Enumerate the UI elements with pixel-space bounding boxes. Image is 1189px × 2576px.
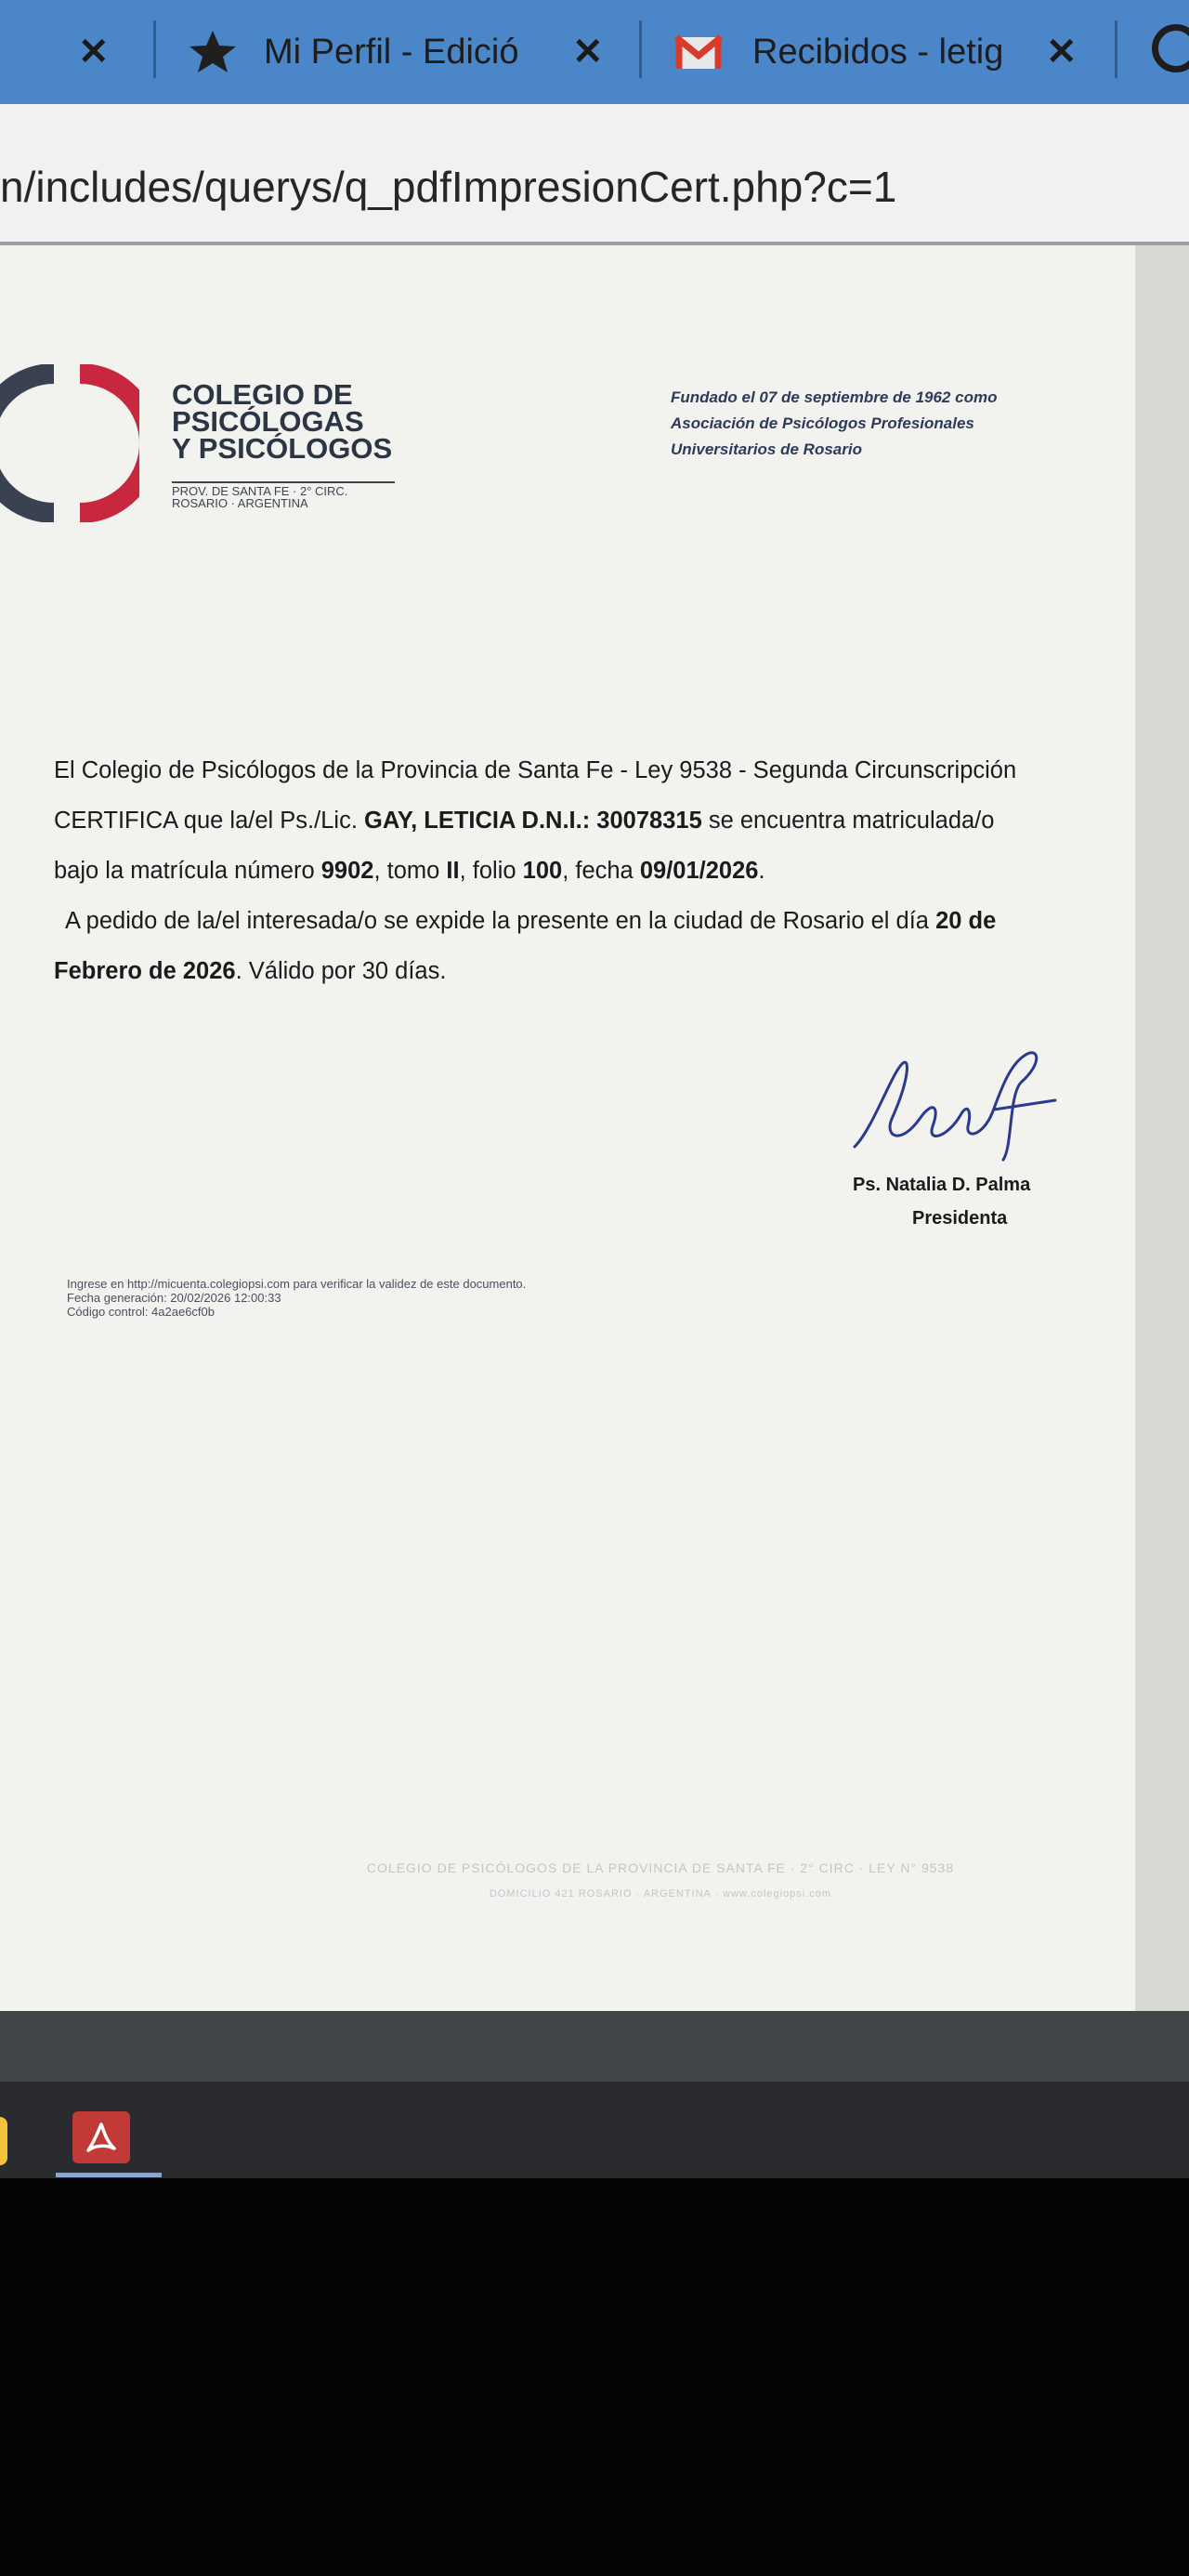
holder-name: GAY, LETICIA D.N.I.: 30078315 <box>364 808 702 834</box>
body-text-segment: CERTIFICA que la/el Ps./Lic. <box>54 808 364 834</box>
logo-line: PSICÓLOGAS <box>172 405 364 438</box>
body-text-segment: El Colegio de Psicólogos de la Provincia de Santa Fe - Ley 9538 - Segunda Circunscripción <box>54 757 1017 783</box>
signature-icon <box>836 1035 1096 1175</box>
body-text-segment: , fecha <box>562 858 640 884</box>
logo-wordmark <box>172 378 393 465</box>
verify-line: Ingrese en http://micuenta.colegiopsi.com para verificar la validez de este documento. <box>67 1277 527 1291</box>
url-text[interactable]: n/includes/querys/q_pdfImpresionCert.php?c=1 <box>0 163 897 211</box>
issue-day: 20 de <box>935 908 997 934</box>
pdf-reader-icon <box>83 2121 120 2154</box>
signatory-role: Presidenta <box>912 1208 1008 1229</box>
star-icon <box>186 29 240 75</box>
founded-line: Universitarios de Rosario <box>671 440 862 458</box>
matricula-number: 9902 <box>320 858 374 884</box>
body-line <box>54 946 1085 996</box>
verify-line: Fecha generación: 20/02/2026 12:00:33 <box>67 1291 281 1305</box>
colegio-logo-icon <box>0 364 139 522</box>
tab-close-icon[interactable]: ✕ <box>1046 32 1078 72</box>
body-line <box>54 795 1085 846</box>
tab-separator <box>153 20 156 78</box>
body-text-segment: , tomo <box>373 858 447 884</box>
body-text-segment: A pedido de la/el interesada/o se expide la presente en la ciudad de Rosario el día <box>65 908 936 934</box>
body-line <box>54 896 1085 946</box>
body-text-segment: . <box>758 858 765 884</box>
body-text-segment: se encuentra matriculada/o <box>701 808 995 834</box>
founded-line: Asociación de Psicólogos Profesionales <box>671 414 974 432</box>
tab-separator <box>1115 20 1117 78</box>
certificate-body <box>54 745 1085 996</box>
body-text-segment: , folio <box>459 858 523 884</box>
registration-date: 09/01/2026 <box>639 858 759 884</box>
os-taskbar <box>0 2082 1189 2178</box>
founded-note <box>671 385 1061 463</box>
gmail-icon <box>674 33 723 71</box>
verify-line: Código control: 4a2ae6cf0b <box>67 1305 216 1319</box>
viewer-scroll-area[interactable] <box>1135 245 1189 2011</box>
taskbar-active-indicator <box>56 2173 162 2177</box>
tab-close-icon[interactable]: ✕ <box>78 32 110 72</box>
tab-mi-perfil[interactable] <box>186 17 632 87</box>
issue-month-year: Febrero de 2026 <box>54 958 236 984</box>
chrome-icon <box>1152 24 1189 72</box>
pdf-page <box>0 245 1135 2011</box>
tab-recibidos[interactable] <box>674 17 1096 87</box>
folio-number: 100 <box>522 858 563 884</box>
logo-sub-line: PROV. DE SANTA FE · 2° CIRC. <box>172 481 395 497</box>
body-text-segment: . Válido por 30 días. <box>235 958 447 984</box>
document-footer: COLEGIO DE PSICÓLOGOS DE LA PROVINCIA DE SANTA FE · 2° CIRC · LEY N° 9538 <box>366 1860 955 1875</box>
taskbar-app-partial[interactable] <box>0 2117 7 2165</box>
tomo-number: II <box>446 858 460 884</box>
signatory-name: Ps. Natalia D. Palma <box>853 1175 1031 1195</box>
address-bar[interactable] <box>0 104 1189 245</box>
logo-sub-line: ROSARIO · ARGENTINA <box>172 496 308 510</box>
logo-line: COLEGIO DE <box>172 378 353 411</box>
tab-separator <box>639 20 642 78</box>
logo-line: Y PSICÓLOGOS <box>172 432 393 465</box>
verification-block <box>67 1277 526 1319</box>
tab-close-icon[interactable]: ✕ <box>572 32 604 72</box>
tab-title: Recibidos - letig <box>752 32 1004 72</box>
tab-title: Mi Perfil - Edició <box>264 32 519 72</box>
browser-tab-bar <box>0 0 1189 104</box>
tab-previous[interactable] <box>78 17 110 87</box>
taskbar-pdf-reader[interactable] <box>72 2111 130 2163</box>
founded-line: Fundado el 07 de septiembre de 1962 como <box>671 388 998 406</box>
next-tab-partial[interactable] <box>1152 24 1189 80</box>
body-line <box>54 745 1085 795</box>
logo-subtitle <box>172 481 395 509</box>
document-footer-address: DOMICILIO 421 ROSARIO · ARGENTINA · www.colegiopsi.com <box>489 1888 832 1899</box>
pdf-viewer-bottom-bar <box>0 2011 1189 2082</box>
body-text-segment: bajo la matrícula número <box>54 858 321 884</box>
body-line <box>54 846 1085 896</box>
